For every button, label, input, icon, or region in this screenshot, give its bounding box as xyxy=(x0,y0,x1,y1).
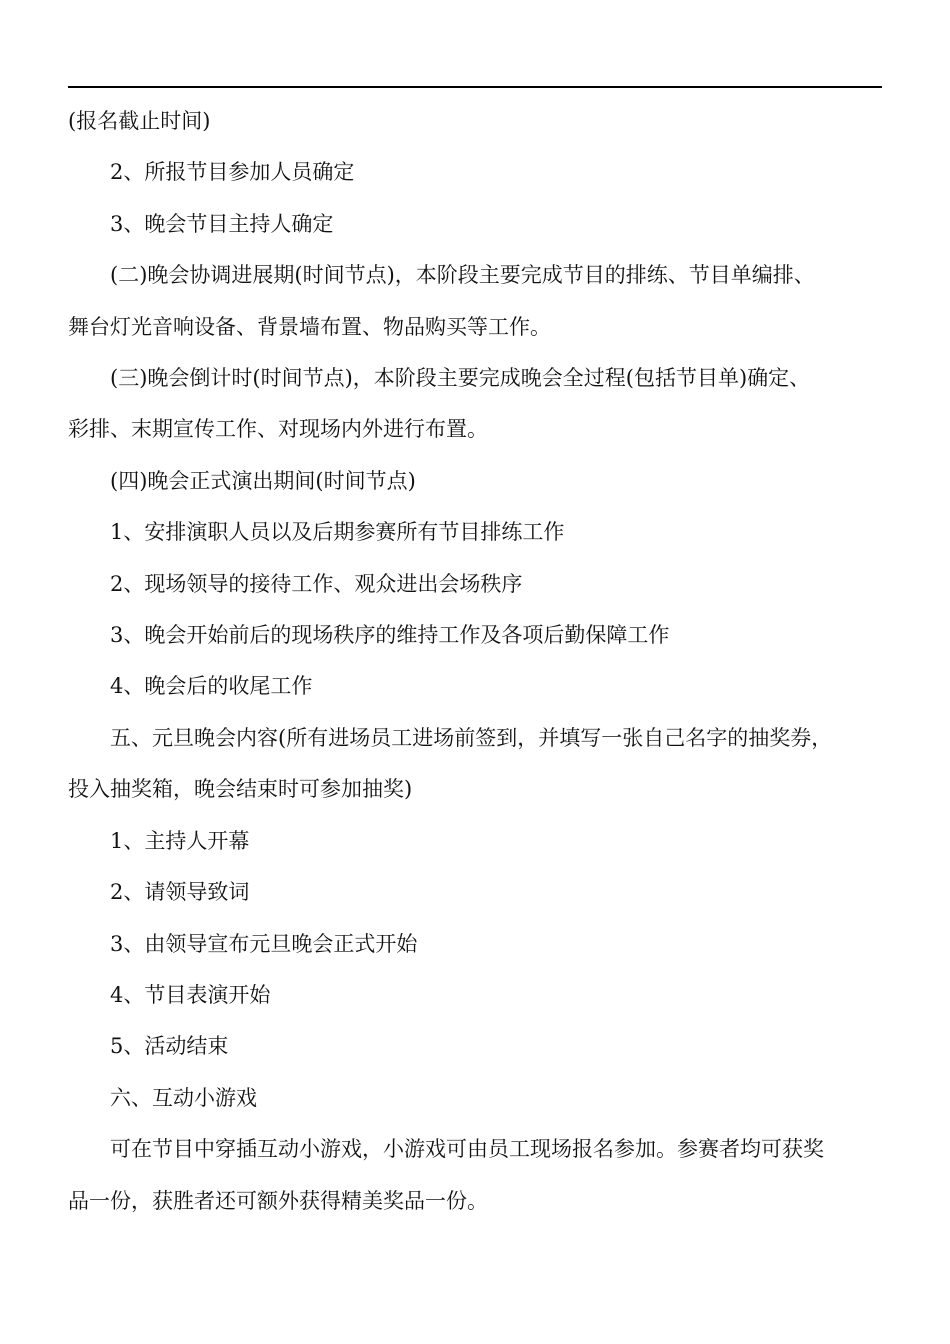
text-line: 3、晚会开始前后的现场秩序的维持工作及各项后勤保障工作 xyxy=(110,623,670,648)
text-line: 4、晚会后的收尾工作 xyxy=(110,674,313,699)
header-rule xyxy=(68,86,882,88)
text-line: 3、晚会节目主持人确定 xyxy=(110,211,334,236)
text-line: (四)晚会正式演出期间(时间节点) xyxy=(110,468,416,493)
text-line: 1、主持人开幕 xyxy=(110,828,250,853)
text-line: 3、由领导宣布元旦晚会正式开始 xyxy=(110,931,418,956)
text-line: 品一份，获胜者还可额外获得精美奖品一份。 xyxy=(68,1188,488,1213)
text-line: (报名截止时间) xyxy=(68,109,211,133)
text-line: 2、所报节目参加人员确定 xyxy=(110,160,355,185)
text-line: (二)晚会协调进展期(时间节点)，本阶段主要完成节目的排练、节目单编排、 xyxy=(110,263,815,288)
text-line: 五、元旦晚会内容(所有进场员工进场前签到，并填写一张自己名字的抽奖券， xyxy=(110,725,833,750)
text-line: 2、请领导致词 xyxy=(110,880,250,905)
text-line: 4、节目表演开始 xyxy=(110,982,271,1007)
text-line: 舞台灯光音响设备、背景墙布置、物品购买等工作。 xyxy=(68,314,551,339)
text-line: 可在节目中穿插互动小游戏，小游戏可由员工现场报名参加。参赛者均可获奖 xyxy=(110,1137,824,1162)
text-line: 2、现场领导的接待工作、观众进出会场秩序 xyxy=(110,571,523,596)
text-line: (三)晚会倒计时(时间节点)，本阶段主要完成晚会全过程(包括节目单)确定、 xyxy=(110,366,811,391)
text-line: 彩排、末期宣传工作、对现场内外进行布置。 xyxy=(68,417,488,442)
text-line: 六、互动小游戏 xyxy=(110,1085,257,1110)
document-body xyxy=(68,96,890,1227)
text-line: 5、活动结束 xyxy=(110,1034,229,1059)
text-line: 1、安排演职人员以及后期参赛所有节目排练工作 xyxy=(110,520,565,545)
text-line: 投入抽奖箱，晚会结束时可参加抽奖) xyxy=(68,777,413,802)
